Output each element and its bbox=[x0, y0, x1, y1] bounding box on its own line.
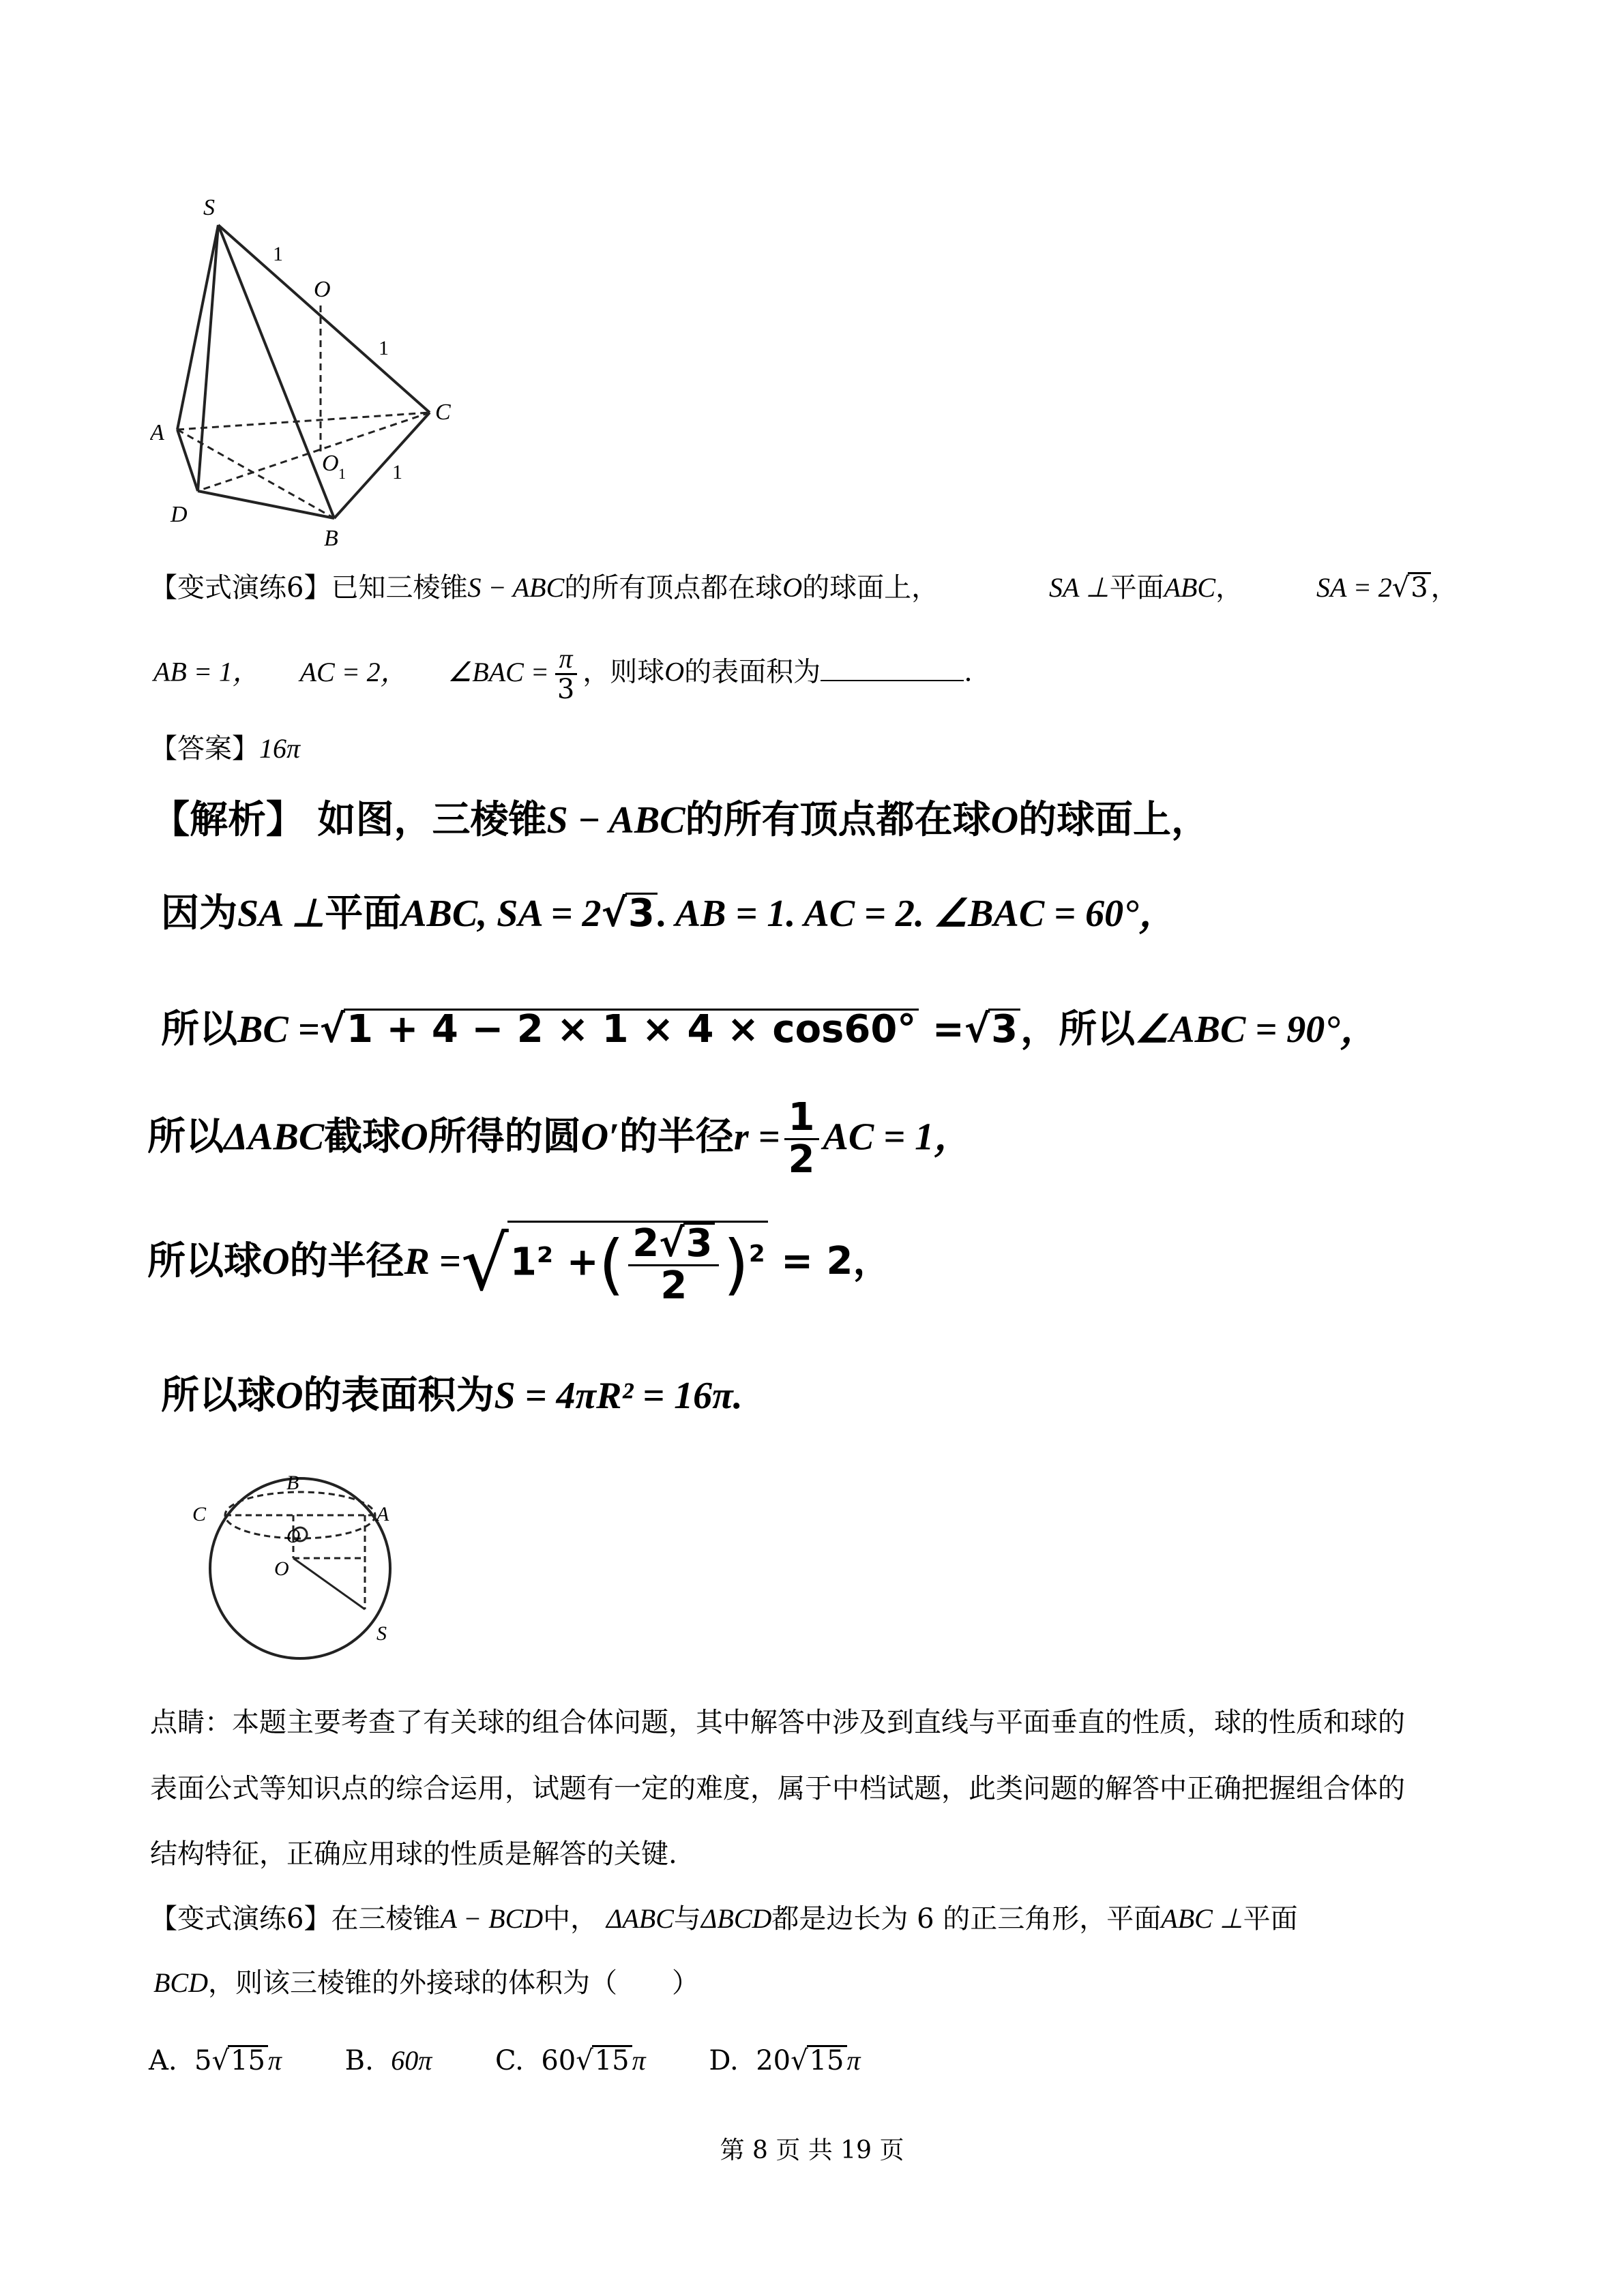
q1-three: 3 bbox=[557, 674, 575, 705]
sol-l3-angle: ∠ABC = 90°， bbox=[1135, 1009, 1378, 1051]
sol-l4-ac: AC = 1， bbox=[823, 1116, 973, 1159]
sol-l4-den: 2 bbox=[788, 1137, 815, 1182]
option-d[interactable]: D. 20√15 π bbox=[709, 2045, 861, 2076]
sol-l6b: 的表面积为 bbox=[303, 1373, 494, 1418]
q1-o2: O bbox=[664, 656, 685, 687]
sol-l5b: 的半径 bbox=[289, 1238, 404, 1283]
question-2-options bbox=[149, 2043, 861, 2078]
sphere-figure bbox=[184, 1466, 423, 1664]
sol-l4-tri: ΔABC bbox=[224, 1116, 325, 1159]
q2-t3: 与 bbox=[673, 1903, 701, 1935]
answer-line bbox=[150, 731, 300, 766]
q1-text-5: ，则球 bbox=[582, 656, 665, 688]
solution-line-3: 所以BC =√1 + 4 − 2 × 1 × 4 × cos60° =√3，所以∠ABC = 90°， bbox=[161, 1007, 1378, 1052]
sol-l2a: 因为 bbox=[161, 891, 237, 936]
label-o: O bbox=[314, 277, 331, 302]
label-c: C bbox=[435, 400, 451, 425]
q2-m4: ABC ⊥ bbox=[1161, 1903, 1243, 1934]
option-a[interactable]: A. 5√15 π bbox=[149, 2045, 282, 2076]
page-footer: 第 8 页 共 19 页 bbox=[720, 2136, 904, 2164]
option-c-pi: π bbox=[632, 2045, 646, 2076]
q2-t6: ，则该三棱锥的外接球的体积为（ ） bbox=[208, 1967, 699, 1999]
q1-pi-over-3 bbox=[553, 644, 578, 704]
sol-l2-rest: . AB = 1. AC = 2. ∠BAC = 60°， bbox=[657, 893, 1177, 935]
answer-blank bbox=[821, 657, 964, 681]
option-d-label: D. bbox=[709, 2045, 739, 2076]
sol-l2b: 平面 bbox=[325, 891, 402, 936]
question-2-line-1 bbox=[150, 1901, 1298, 1937]
sol-l4-half bbox=[784, 1095, 819, 1182]
sol-l2-abc: ABC, SA = 2 bbox=[401, 893, 602, 935]
q1-text-6: 的表面积为 bbox=[684, 656, 821, 688]
sphere-label-s: S bbox=[377, 1622, 387, 1645]
sol-l5-sqrt3: 3 bbox=[683, 1223, 715, 1263]
q1-ac: AC = 2， bbox=[299, 656, 408, 687]
answer-value: 16π bbox=[259, 733, 301, 764]
answer-tag: 【答案】 bbox=[150, 733, 259, 764]
sol-l5-two: 2 bbox=[632, 1221, 660, 1266]
solution-tag: 【解析】 bbox=[151, 798, 304, 842]
option-b[interactable] bbox=[345, 2045, 432, 2076]
q2-t2: 中， bbox=[543, 1903, 598, 1935]
q1-sqrt3: 3 bbox=[1408, 572, 1430, 601]
sol-l5-radical: 1² +( $\frac{2√3}{2}$ )$^2$ bbox=[507, 1221, 768, 1307]
q2-tag: 【变式演练6】 bbox=[150, 1903, 331, 1935]
comment-line-3: 结构特征，正确应用球的性质是解答的关键. bbox=[150, 1838, 677, 1870]
q2-m2: ΔABC bbox=[606, 1903, 674, 1934]
sphere-label-o: O bbox=[274, 1557, 289, 1580]
question-1-line-2 bbox=[153, 644, 973, 704]
sol-l3-radicand: 1 + 4 − 2 × 1 × 4 × cos60° bbox=[344, 1009, 919, 1049]
sol-l5-result: = 2， bbox=[781, 1238, 891, 1283]
sol-l5-r: R = bbox=[404, 1240, 461, 1283]
sol-l3-eq: = bbox=[932, 1007, 964, 1052]
label-b: B bbox=[324, 526, 338, 551]
sol-l3b: ，所以 bbox=[1020, 1007, 1136, 1052]
q1-cond-sa: SA ⊥ bbox=[1049, 572, 1110, 603]
option-b-label: B. bbox=[344, 2045, 374, 2076]
label-a: A bbox=[150, 420, 164, 445]
label-o1-sub: 1 bbox=[338, 465, 346, 482]
sol-l1: 如图，三棱锥 bbox=[317, 798, 547, 842]
solution-line-4 bbox=[147, 1095, 973, 1182]
sphere-label-b: B bbox=[286, 1472, 299, 1494]
q1-ab: AB = 1， bbox=[153, 656, 260, 687]
sol-l2-sa: SA ⊥ bbox=[237, 893, 325, 935]
q1-text-3: 的球面上， bbox=[802, 572, 939, 603]
tetrahedron-figure bbox=[150, 184, 477, 552]
option-c-coef: 60 bbox=[541, 2045, 576, 2076]
option-a-pi: π bbox=[267, 2045, 282, 2076]
q2-t1: 在三棱锥 bbox=[331, 1903, 441, 1935]
option-c[interactable]: C. 60√15 π bbox=[494, 2045, 646, 2076]
sol-l2-sqrt3: 3 bbox=[625, 893, 658, 933]
sol-l5-num: 2√3 bbox=[628, 1223, 719, 1266]
q1-comma: ， bbox=[1215, 572, 1243, 603]
q1-text: 已知三棱锥 bbox=[331, 572, 468, 603]
sol-l4-num: 1 bbox=[784, 1098, 819, 1140]
q1-sa-value: SA = 2 bbox=[1316, 572, 1392, 603]
len-cb: 1 bbox=[392, 461, 402, 483]
sol-l5-frac bbox=[628, 1223, 719, 1307]
sol-l5-one: 1² + bbox=[510, 1240, 599, 1285]
option-c-label: C. bbox=[494, 2045, 524, 2076]
sol-l3a: 所以 bbox=[161, 1007, 237, 1052]
q1-expr: S − ABC bbox=[467, 572, 565, 603]
solution-line-1 bbox=[151, 796, 1209, 844]
option-d-pi: π bbox=[846, 2045, 861, 2076]
sol-l5-o: O bbox=[262, 1240, 290, 1283]
q1-angle: ∠BAC = bbox=[447, 656, 549, 687]
q2-m5: BCD bbox=[153, 1967, 208, 1998]
q2-m3: ΔBCD bbox=[700, 1903, 772, 1934]
question-2-line-2 bbox=[153, 1965, 699, 2001]
sol-l5-den: 2 bbox=[660, 1263, 688, 1308]
comment-line-2: 表面公式等知识点的综合运用，试题有一定的难度，属于中档试题，此类问题的解答中正确把握组合体的 bbox=[150, 1773, 1405, 1804]
sol-l1b: 的所有顶点都在球 bbox=[685, 798, 991, 842]
label-o1: O bbox=[322, 451, 339, 476]
sol-l5a: 所以球 bbox=[147, 1238, 262, 1283]
sol-l4-o: O bbox=[400, 1116, 428, 1159]
option-b-value: 60π bbox=[391, 2045, 432, 2076]
option-a-coef: 5 bbox=[194, 2045, 212, 2076]
q1-pi: π bbox=[555, 644, 577, 675]
len-so: 1 bbox=[273, 243, 283, 265]
solution-line-5: 所以球O的半径R =√1² +( $\frac{2√3}{2}$ )$^2$ = 2， bbox=[147, 1219, 891, 1308]
sphere-label-c: C bbox=[192, 1503, 207, 1525]
option-d-radicand: 15 bbox=[807, 2045, 847, 2074]
len-oc: 1 bbox=[379, 337, 389, 359]
sol-l4b: 截球 bbox=[324, 1114, 401, 1159]
solution-line-6 bbox=[161, 1372, 743, 1420]
q1-text-2: 的所有顶点都在球 bbox=[564, 572, 783, 603]
question-tag: 【变式演练6】 bbox=[150, 572, 331, 603]
sol-l4c: 所得的圆 bbox=[428, 1114, 581, 1159]
option-c-radicand: 15 bbox=[592, 2045, 632, 2074]
sphere-label-o1: O bbox=[286, 1526, 301, 1547]
q2-m1: A − BCD bbox=[440, 1903, 544, 1934]
sol-l1c: 的球面上， bbox=[1018, 798, 1210, 842]
q1-o: O bbox=[782, 572, 803, 603]
label-d: D bbox=[171, 502, 188, 527]
sol-l4a: 所以 bbox=[147, 1114, 224, 1159]
sphere-label-a: A bbox=[377, 1503, 389, 1525]
sol-l3-sqrt3: 3 bbox=[988, 1009, 1020, 1049]
q1-end: . bbox=[964, 656, 973, 688]
comment-line-1: 点睛：本题主要考查了有关球的组合体问题，其中解答中涉及到直线与平面垂直的性质，球的性质和球的 bbox=[150, 1707, 1405, 1738]
sol-l4-r: r = bbox=[733, 1116, 780, 1159]
option-d-coef: 20 bbox=[756, 2045, 791, 2076]
sol-l4d: 的半径 bbox=[619, 1114, 734, 1159]
q2-t4: 都是边长为 6 的正三角形，平面 bbox=[771, 1903, 1162, 1935]
sol-l1-o: O bbox=[990, 799, 1019, 841]
question-1-cond-2: SA = 2√3 ， bbox=[1316, 572, 1458, 603]
sol-l4-oprime: O′ bbox=[580, 1116, 619, 1159]
label-s: S bbox=[203, 195, 215, 220]
solution-line-2: 因为SA ⊥平面ABC, SA = 2√3. AB = 1. AC = 2. ∠BAC = 60°， bbox=[161, 891, 1177, 936]
q1-abc: ABC bbox=[1164, 572, 1216, 603]
sol-l6-o: O bbox=[276, 1375, 304, 1417]
sol-l1-expr: S − ABC bbox=[546, 799, 685, 841]
q2-t5: 平面 bbox=[1243, 1903, 1298, 1935]
option-a-label: A. bbox=[149, 2045, 177, 2076]
question-1-cond-1 bbox=[1049, 570, 1243, 606]
sol-l6-formula: S = 4πR² = 16π. bbox=[494, 1375, 743, 1417]
q1-plane: 平面 bbox=[1109, 572, 1164, 603]
option-a-radicand: 15 bbox=[228, 2045, 268, 2074]
sol-l5-power: 2 bbox=[748, 1240, 765, 1268]
question-1-line-1 bbox=[150, 570, 939, 606]
sol-l3-bc: BC = bbox=[237, 1009, 320, 1051]
sol-l6a: 所以球 bbox=[161, 1373, 276, 1418]
